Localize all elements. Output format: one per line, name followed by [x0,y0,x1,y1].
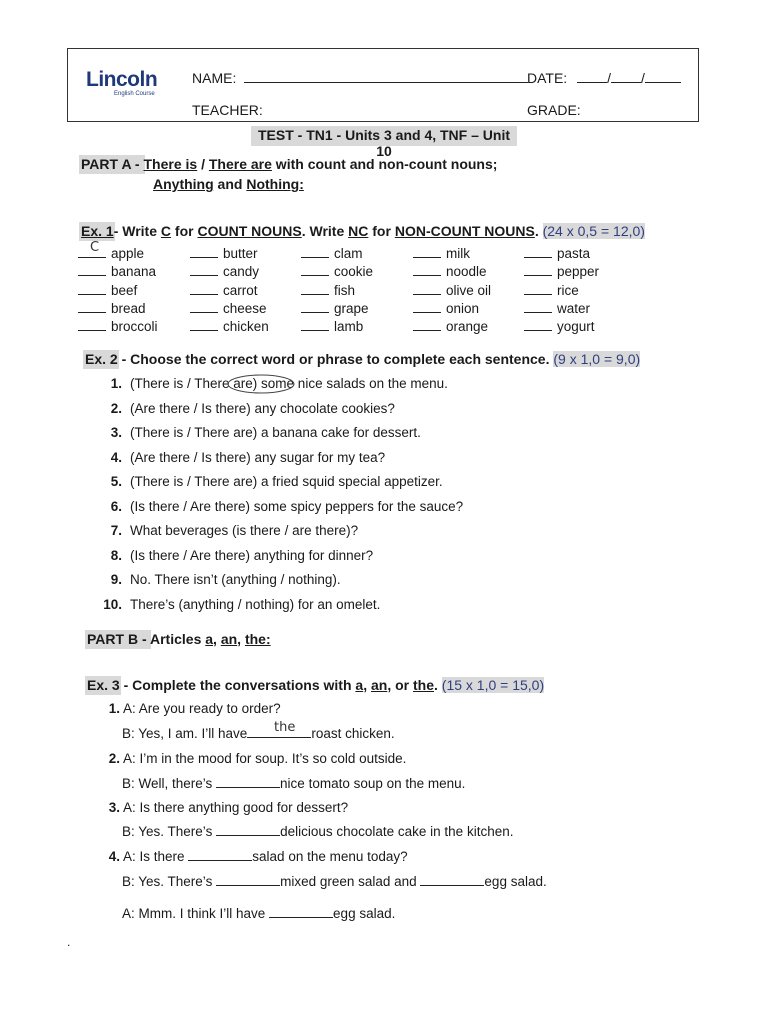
item-text[interactable]: (Are there / Is there) any sugar for my tea? [130,450,386,465]
date-separator: / [607,70,611,86]
noun-item [301,245,363,263]
noun-word: water [557,301,591,316]
noun-item [413,245,470,263]
footer-dot: . [67,935,71,949]
logo-wordmark: Lincoln [86,68,158,91]
ex2-item [98,449,385,467]
ex3-q2-a: 2. A: I’m in the mood for soup. It’s so cold outside. [108,751,407,766]
noun-item [301,263,373,281]
noun-item [78,318,158,336]
noun-item [301,300,369,318]
item-number: 2. [110,401,122,416]
ex2-item [98,547,373,565]
answer-blank[interactable] [524,245,552,258]
answer-blank[interactable] [524,263,552,276]
item-number: 3. [110,425,122,440]
noun-item [413,300,479,318]
ex2-item [98,473,443,491]
ex3-q1-a: 1. A: Are you ready to order? [108,701,281,716]
ex3-q1-b: B: Yes, I am. I’ll have roast chicken. [122,726,395,741]
noun-word: candy [223,264,260,279]
noun-word: fish [334,283,356,298]
noun-item [190,245,258,263]
logo-tagline: English Course [114,91,155,97]
answer-blank[interactable] [413,318,441,331]
noun-word: chicken [223,319,269,334]
item-text[interactable]: (There is / There are) some nice salads on the menu. [130,376,448,391]
ex2-item [98,498,463,516]
answer-blank[interactable] [78,300,106,313]
date-separator: / [640,70,645,86]
ex2-item [98,424,421,442]
noun-word: onion [446,301,480,316]
ex1-score: (24 x 0,5 = 12,0) [542,223,645,239]
item-number: 5. [110,474,122,489]
noun-item [413,282,491,300]
noun-item [78,282,137,300]
noun-word: orange [446,319,489,334]
ex2-item [98,571,341,589]
item-text[interactable]: (Is there / Are there) some spicy peppers for the sauce? [130,499,464,514]
noun-word: noodle [446,264,487,279]
noun-item [190,282,258,300]
handwritten-answer-q1: the [274,720,296,735]
item-number: 10. [103,597,122,612]
noun-word: butter [223,246,258,261]
name-field [192,70,528,86]
noun-item [78,245,144,263]
noun-word: apple [111,246,145,261]
lincoln-logo [86,69,170,103]
answer-blank[interactable] [413,245,441,258]
noun-word: lamb [334,319,364,334]
answer-blank[interactable] [190,263,218,276]
noun-word: banana [111,264,157,279]
noun-item [524,282,579,300]
noun-word: milk [446,246,470,261]
test-title: TEST - TN1 - Units 3 and 4, TNF – Unit 10 [257,127,510,159]
ex2-score: (9 x 1,0 = 9,0) [553,351,641,367]
item-text[interactable]: What beverages (is there / are there)? [130,523,359,538]
item-text[interactable]: (There is / There are) a fried squid special appetizer. [130,474,443,489]
ex2-item [98,596,380,614]
answer-blank[interactable] [190,282,218,295]
noun-word: cookie [334,264,374,279]
noun-item [524,245,590,263]
part-a-heading: PART A - There is / There are with count and non-count nouns; [81,156,498,172]
item-number: 9. [110,572,122,587]
ex3-q3-b: B: Yes. There’s delicious chocolate cake in the kitchen. [122,824,514,839]
name-blank [244,70,528,83]
ex3-q4-b: B: Yes. There’s mixed green salad and egg salad. [122,874,547,889]
noun-item [413,263,487,281]
noun-word: pepper [557,264,600,279]
ex3-q4-c: A: Mmm. I think I’ll have egg salad. [122,906,396,921]
item-number: 1. [110,376,122,391]
answer-blank[interactable] [301,318,329,331]
noun-item [524,318,595,336]
noun-word: cheese [223,301,267,316]
noun-item [301,318,363,336]
answer-blank[interactable] [524,282,552,295]
answer-blank[interactable] [190,245,218,258]
grade-label: GRADE: [527,102,581,118]
ex1-instructions: Ex. 1- Write C for COUNT NOUNS. Write NC for NON-COUNT NOUNS. (24 x 0,5 = 12,0) [81,223,645,239]
item-text[interactable]: No. There isn’t (anything / nothing). [130,572,341,587]
ex2-item [98,522,358,540]
noun-item [78,300,146,318]
noun-word: grape [334,301,369,316]
noun-word: carrot [223,283,258,298]
answer-blank[interactable] [78,318,106,331]
answer-blank[interactable] [301,300,329,313]
ex3-q2-b: B: Well, there’s nice tomato soup on the menu. [122,776,466,791]
name-label: NAME: [192,70,237,86]
date-label: DATE: [527,70,568,86]
answer-blank[interactable] [301,282,329,295]
ex3-q3-a: 3. A: Is there anything good for dessert? [108,800,349,815]
handwritten-answer-apple: C [90,240,100,255]
answer-blank[interactable] [413,282,441,295]
item-text[interactable]: (There is / There are) a banana cake for dessert. [130,425,421,440]
answer-blank[interactable] [301,263,329,276]
noun-item [524,263,599,281]
noun-word: clam [334,246,363,261]
noun-item [190,263,259,281]
part-a-subheading: Anything and Nothing: [153,176,304,192]
ex3-instructions: Ex. 3 - Complete the conversations with a, an, or the. (15 x 1,0 = 15,0) [87,677,545,693]
item-text[interactable]: There’s (anything / nothing) for an omelet. [130,597,381,612]
part-a-label: PART A [81,156,132,172]
answer-blank[interactable] [524,300,552,313]
ex2-item [98,400,395,418]
item-number: 4. [110,450,122,465]
answer-blank[interactable] [78,263,106,276]
noun-word: olive oil [446,283,492,298]
item-text[interactable]: (Are there / Is there) any chocolate cookies? [130,401,395,416]
answer-blank[interactable] [190,300,218,313]
noun-word: bread [111,301,146,316]
noun-word: pasta [557,246,591,261]
answer-blank[interactable] [524,318,552,331]
noun-item [78,263,156,281]
date-field [527,70,681,86]
noun-item [190,318,269,336]
ex2-instructions: Ex. 2 - Choose the correct word or phrase to complete each sentence. (9 x 1,0 = 9,0) [85,351,641,367]
noun-item [413,318,488,336]
noun-item [524,300,590,318]
item-number: 8. [110,548,122,563]
answer-blank[interactable] [190,318,218,331]
part-b-heading: PART B - Articles a, an, the: [87,631,271,647]
item-number: 7. [110,523,122,538]
noun-item [190,300,267,318]
answer-blank[interactable] [78,282,106,295]
noun-word: yogurt [557,319,595,334]
teacher-label: TEACHER: [192,102,263,118]
answer-blank[interactable] [301,245,329,258]
circled-answer-mark [226,373,296,395]
there-are-text: There are [208,156,272,172]
noun-item [301,282,355,300]
noun-word: beef [111,283,138,298]
answer-blank[interactable] [413,300,441,313]
item-text[interactable]: (Is there / Are there) anything for dinner? [130,548,374,563]
item-number: 6. [110,499,122,514]
noun-word: rice [557,283,579,298]
ex3-q4-a: 4. A: Is there salad on the menu today? [108,849,408,864]
ex3-score: (15 x 1,0 = 15,0) [441,677,545,693]
answer-blank[interactable] [413,263,441,276]
there-is-text: There is [143,156,198,172]
noun-word: broccoli [111,319,158,334]
